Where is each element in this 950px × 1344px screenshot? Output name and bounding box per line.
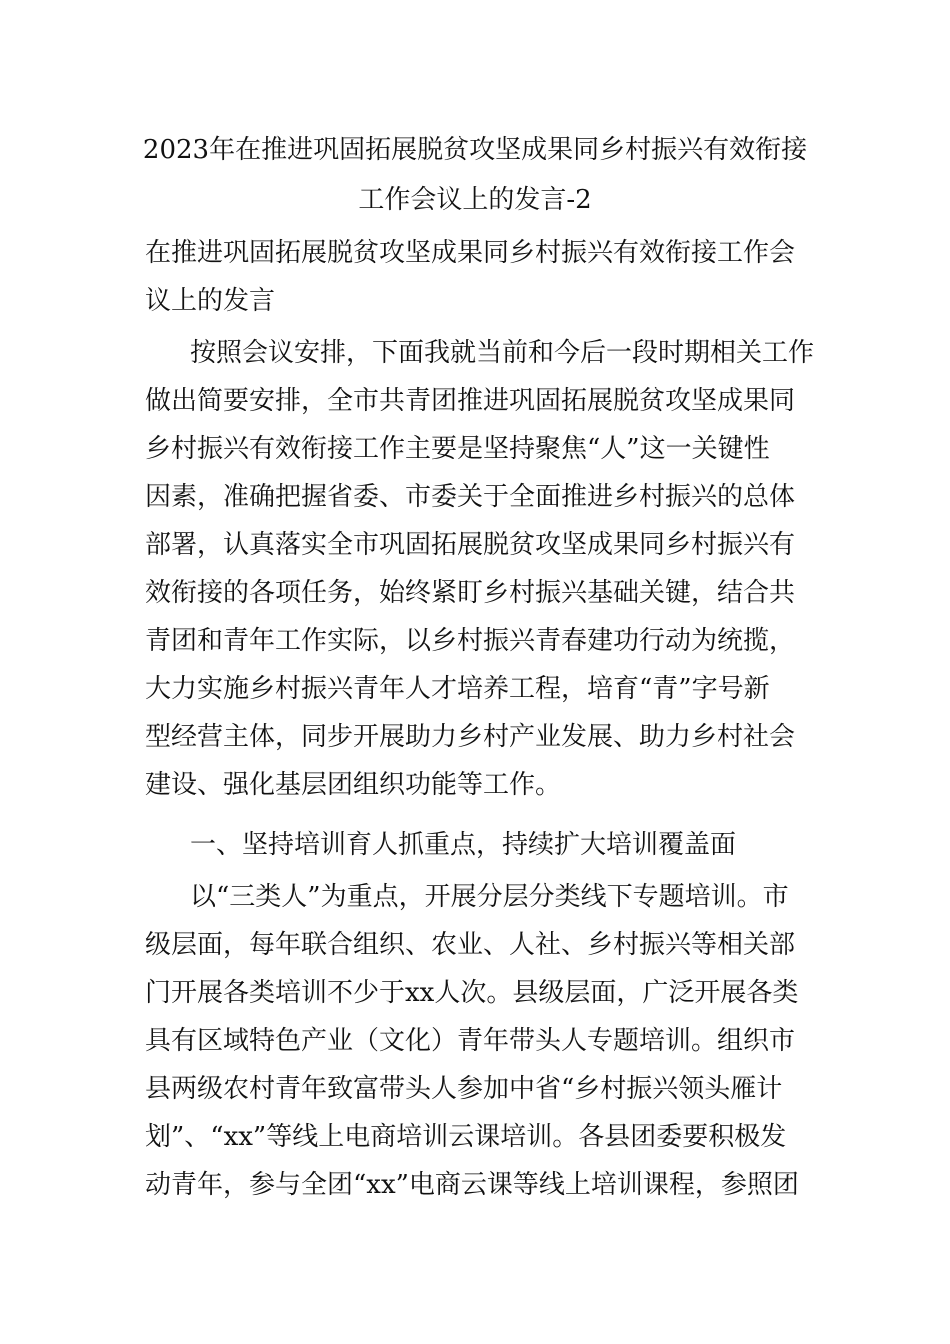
paragraph-line: 按照会议安排，下面我就当前和今后一段时期相关工作: [190, 338, 815, 368]
paragraph-line: 效衔接的各项任务，始终紧盯乡村振兴基础关键，结合共: [145, 578, 796, 608]
paragraph-line: 青团和青年工作实际，以乡村振兴青春建功行动为统揽，: [145, 626, 796, 656]
paragraph-line: 具有区域特色产业（文化）青年带头人专题培训。组织市: [145, 1026, 796, 1056]
paragraph-line: 部署，认真落实全市巩固拓展脱贫攻坚成果同乡村振兴有: [145, 530, 796, 560]
document-title-line-2: 工作会议上的发言-2: [358, 185, 592, 215]
speech-heading-line-1: 在推进巩固拓展脱贫攻坚成果同乡村振兴有效衔接工作会: [145, 238, 796, 268]
paragraph-line: 建设、强化基层团组织功能等工作。: [145, 770, 562, 800]
paragraph-line: 做出简要安排，全市共青团推进巩固拓展脱贫攻坚成果同: [145, 386, 796, 416]
paragraph-line: 乡村振兴有效衔接工作主要是坚持聚焦“人”这一关键性: [145, 434, 770, 464]
paragraph-line: 大力实施乡村振兴青年人才培养工程，培育“青”字号新: [145, 674, 770, 704]
section-heading: 一、坚持培训育人抓重点，持续扩大培训覆盖面: [190, 830, 737, 860]
paragraph-line: 因素，准确把握省委、市委关于全面推进乡村振兴的总体: [145, 482, 796, 512]
paragraph-line: 以“三类人”为重点，开展分层分类线下专题培训。市: [190, 882, 789, 912]
document-title-line-1: 2023年在推进巩固拓展脱贫攻坚成果同乡村振兴有效衔接: [142, 135, 808, 165]
speech-heading-line-2: 议上的发言: [145, 286, 276, 316]
paragraph-line: 门开展各类培训不少于xx人次。县级层面，广泛开展各类: [145, 978, 799, 1008]
paragraph-line: 划”、“xx”等线上电商培训云课培训。各县团委要积极发: [145, 1122, 787, 1152]
paragraph-line: 县两级农村青年致富带头人参加中省“乡村振兴领头雁计: [145, 1074, 783, 1104]
paragraph-line: 动青年，参与全团“xx”电商云课等线上培训课程，参照团: [145, 1170, 799, 1200]
paragraph-line: 级层面，每年联合组织、农业、人社、乡村振兴等相关部: [145, 930, 796, 960]
paragraph-line: 型经营主体，同步开展助力乡村产业发展、助力乡村社会: [145, 722, 796, 752]
